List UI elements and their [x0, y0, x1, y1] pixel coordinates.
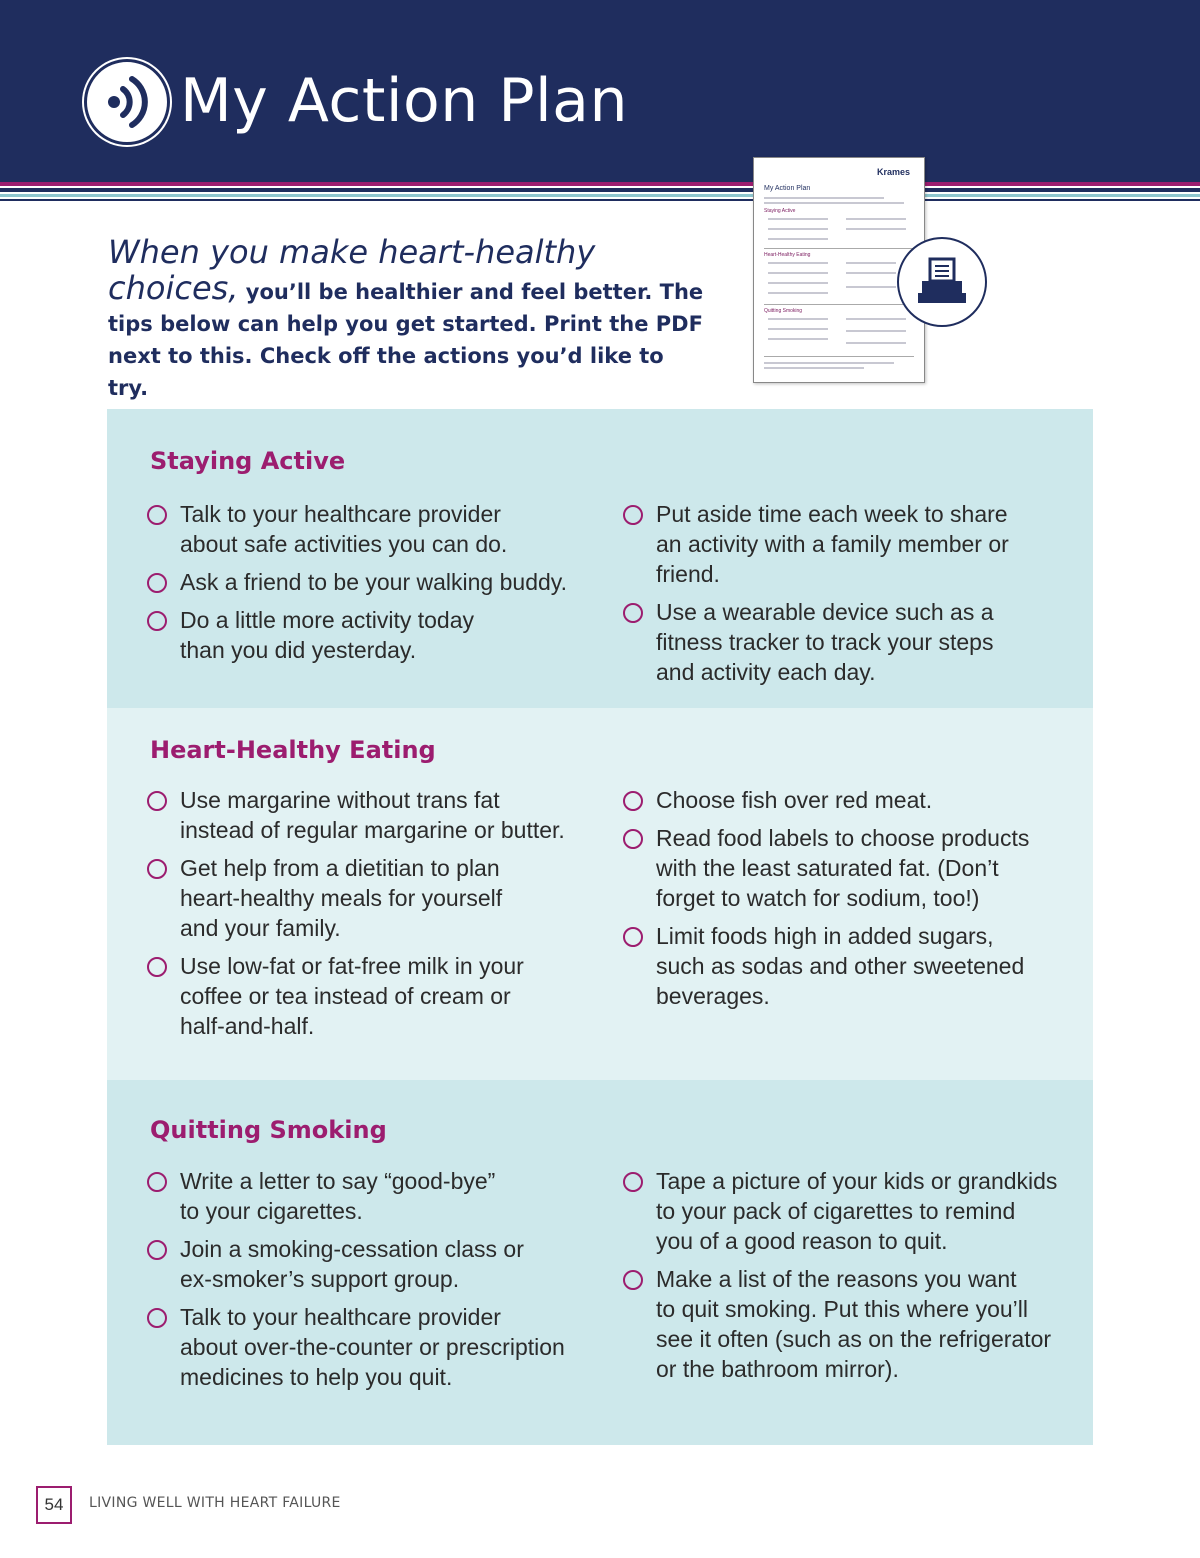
section-right-column	[623, 499, 1083, 695]
thumbnail-line	[768, 282, 828, 284]
checklist-item[interactable]	[623, 921, 1083, 1011]
thumbnail-line	[846, 262, 896, 264]
checklist-item[interactable]	[623, 1264, 1088, 1384]
page-title: My Action Plan	[180, 66, 628, 136]
checklist-item[interactable]	[623, 1166, 1088, 1256]
printer-icon[interactable]	[897, 237, 987, 327]
audio-waves-icon	[84, 59, 170, 145]
section-title: Heart-Healthy Eating	[150, 736, 436, 764]
checklist-item-text: Join a smoking-cessation class or ex-smoker’s support group.	[180, 1236, 524, 1292]
thumbnail-line	[846, 342, 906, 344]
section-right-column	[623, 785, 1083, 1019]
section-left-column	[147, 785, 597, 1049]
checkbox-circle-icon[interactable]	[623, 791, 643, 811]
checklist-item[interactable]	[147, 1302, 597, 1392]
checklist-item-text: Tape a picture of your kids or grandkids to your pack of cigarettes to remind you of a good reason to quit.	[656, 1168, 1058, 1254]
section-right-column	[623, 1166, 1088, 1392]
checklist-item[interactable]	[147, 951, 597, 1041]
header-stripe-magenta	[0, 182, 1200, 186]
thumbnail-section: Heart-Healthy Eating	[764, 252, 811, 258]
thumbnail-line	[764, 202, 904, 204]
footer-book-title: LIVING WELL WITH HEART FAILURE	[89, 1495, 341, 1511]
checkbox-circle-icon[interactable]	[147, 1240, 167, 1260]
thumbnail-rule	[764, 356, 914, 357]
thumbnail-line	[768, 292, 828, 294]
checkbox-circle-icon[interactable]	[147, 1308, 167, 1328]
thumbnail-line	[846, 318, 906, 320]
page-number: 54	[36, 1486, 72, 1524]
checkbox-circle-icon[interactable]	[623, 505, 643, 525]
thumbnail-title: My Action Plan	[764, 185, 811, 192]
checkbox-circle-icon[interactable]	[147, 573, 167, 593]
section-left-column	[147, 499, 597, 673]
checklist-item-text: Put aside time each week to share an activity with a family member or friend.	[656, 501, 1009, 587]
thumbnail-line	[768, 328, 828, 330]
thumbnail-line	[846, 218, 906, 220]
checklist-item-text: Talk to your healthcare provider about safe activities you can do.	[180, 501, 508, 557]
thumbnail-line	[768, 318, 828, 320]
thumbnail-line	[768, 338, 828, 340]
checklist-item-text: Write a letter to say “good-bye” to your cigarettes.	[180, 1168, 496, 1224]
intro-lead: When you make heart-healthy choices,	[108, 233, 596, 307]
header-stripe-navy-thin	[0, 199, 1200, 201]
section-staying-active	[107, 409, 1093, 708]
thumbnail-section: Quitting Smoking	[764, 308, 803, 314]
checklist-item[interactable]	[147, 605, 597, 665]
header-stripe-teal	[0, 194, 1200, 197]
checklist-item-text: Talk to your healthcare provider about over-the-counter or prescription medicines to help you quit.	[180, 1304, 565, 1390]
thumbnail-section: Staying Active	[764, 208, 796, 214]
checkbox-circle-icon[interactable]	[147, 957, 167, 977]
checklist-item[interactable]	[147, 1166, 597, 1226]
intro-paragraph	[108, 233, 708, 404]
checklist-item-text: Use low-fat or fat-free milk in your coffee or tea instead of cream or half-and-half.	[180, 953, 524, 1039]
section-quitting-smoking	[107, 1080, 1093, 1445]
checklist-item[interactable]	[623, 597, 1083, 687]
thumbnail-line	[768, 262, 828, 264]
thumbnail-line	[768, 228, 828, 230]
checkbox-circle-icon[interactable]	[623, 927, 643, 947]
checklist-item-text: Choose fish over red meat.	[656, 787, 933, 813]
thumbnail-rule	[764, 304, 914, 305]
checklist-item-text: Ask a friend to be your walking buddy.	[180, 569, 567, 595]
checklist-item-text: Make a list of the reasons you want to quit smoking. Put this where you’ll see it often (such as on the refrigerator or the bathroom mirror).	[656, 1266, 1052, 1382]
checklist-item-text: Use a wearable device such as a fitness tracker to track your steps and activity each day.	[656, 599, 994, 685]
section-title: Quitting Smoking	[150, 1116, 387, 1144]
checklist-item[interactable]	[147, 567, 597, 597]
thumbnail-line	[846, 330, 906, 332]
checkbox-circle-icon[interactable]	[623, 1172, 643, 1192]
audio-waves-icon-svg	[87, 62, 167, 142]
checklist-item[interactable]	[623, 785, 1083, 815]
intro-body: you’ll be healthier and feel better. The tips below can help you get started. Print the PDF next to this. Check off the actions you’d like to try.	[108, 280, 704, 400]
checklist-item[interactable]	[147, 785, 597, 845]
checklist-item-text: Read food labels to choose products with the least saturated fat. (Don’t forget to watch for sodium, too!)	[656, 825, 1030, 911]
checkbox-circle-icon[interactable]	[623, 829, 643, 849]
thumbnail-line	[768, 272, 828, 274]
thumbnail-line	[764, 362, 894, 364]
checkbox-circle-icon[interactable]	[147, 791, 167, 811]
checklist-item[interactable]	[147, 499, 597, 559]
checklist-item[interactable]	[147, 1234, 597, 1294]
checklist-item-text: Do a little more activity today than you did yesterday.	[180, 607, 475, 663]
section-title: Staying Active	[150, 447, 346, 475]
thumbnail-brand: Krames	[876, 167, 910, 177]
checkbox-circle-icon[interactable]	[147, 1172, 167, 1192]
checkbox-circle-icon[interactable]	[623, 1270, 643, 1290]
thumbnail-line	[764, 197, 884, 199]
section-left-column	[147, 1166, 597, 1400]
printer-icon-svg	[899, 239, 985, 325]
thumbnail-line	[846, 272, 896, 274]
checkbox-circle-icon[interactable]	[147, 859, 167, 879]
thumbnail-line	[768, 218, 828, 220]
thumbnail-line	[764, 367, 864, 369]
checkbox-circle-icon[interactable]	[623, 603, 643, 623]
checklist-item-text: Limit foods high in added sugars, such as sodas and other sweetened beverages.	[656, 923, 1025, 1009]
thumbnail-line	[768, 238, 828, 240]
thumbnail-rule	[764, 248, 914, 249]
checklist-item-text: Get help from a dietitian to plan heart-healthy meals for yourself and your family.	[180, 855, 503, 941]
header-stripe-navy	[0, 188, 1200, 192]
checklist-item[interactable]	[623, 499, 1083, 589]
checklist-item[interactable]	[623, 823, 1083, 913]
thumbnail-line	[846, 228, 906, 230]
thumbnail-line	[846, 286, 896, 288]
checkbox-circle-icon[interactable]	[147, 611, 167, 631]
checklist-item-text: Use margarine without trans fat instead of regular margarine or butter.	[180, 787, 565, 843]
checkbox-circle-icon[interactable]	[147, 505, 167, 525]
checklist-item[interactable]	[147, 853, 597, 943]
section-heart-healthy-eating	[107, 708, 1093, 1080]
